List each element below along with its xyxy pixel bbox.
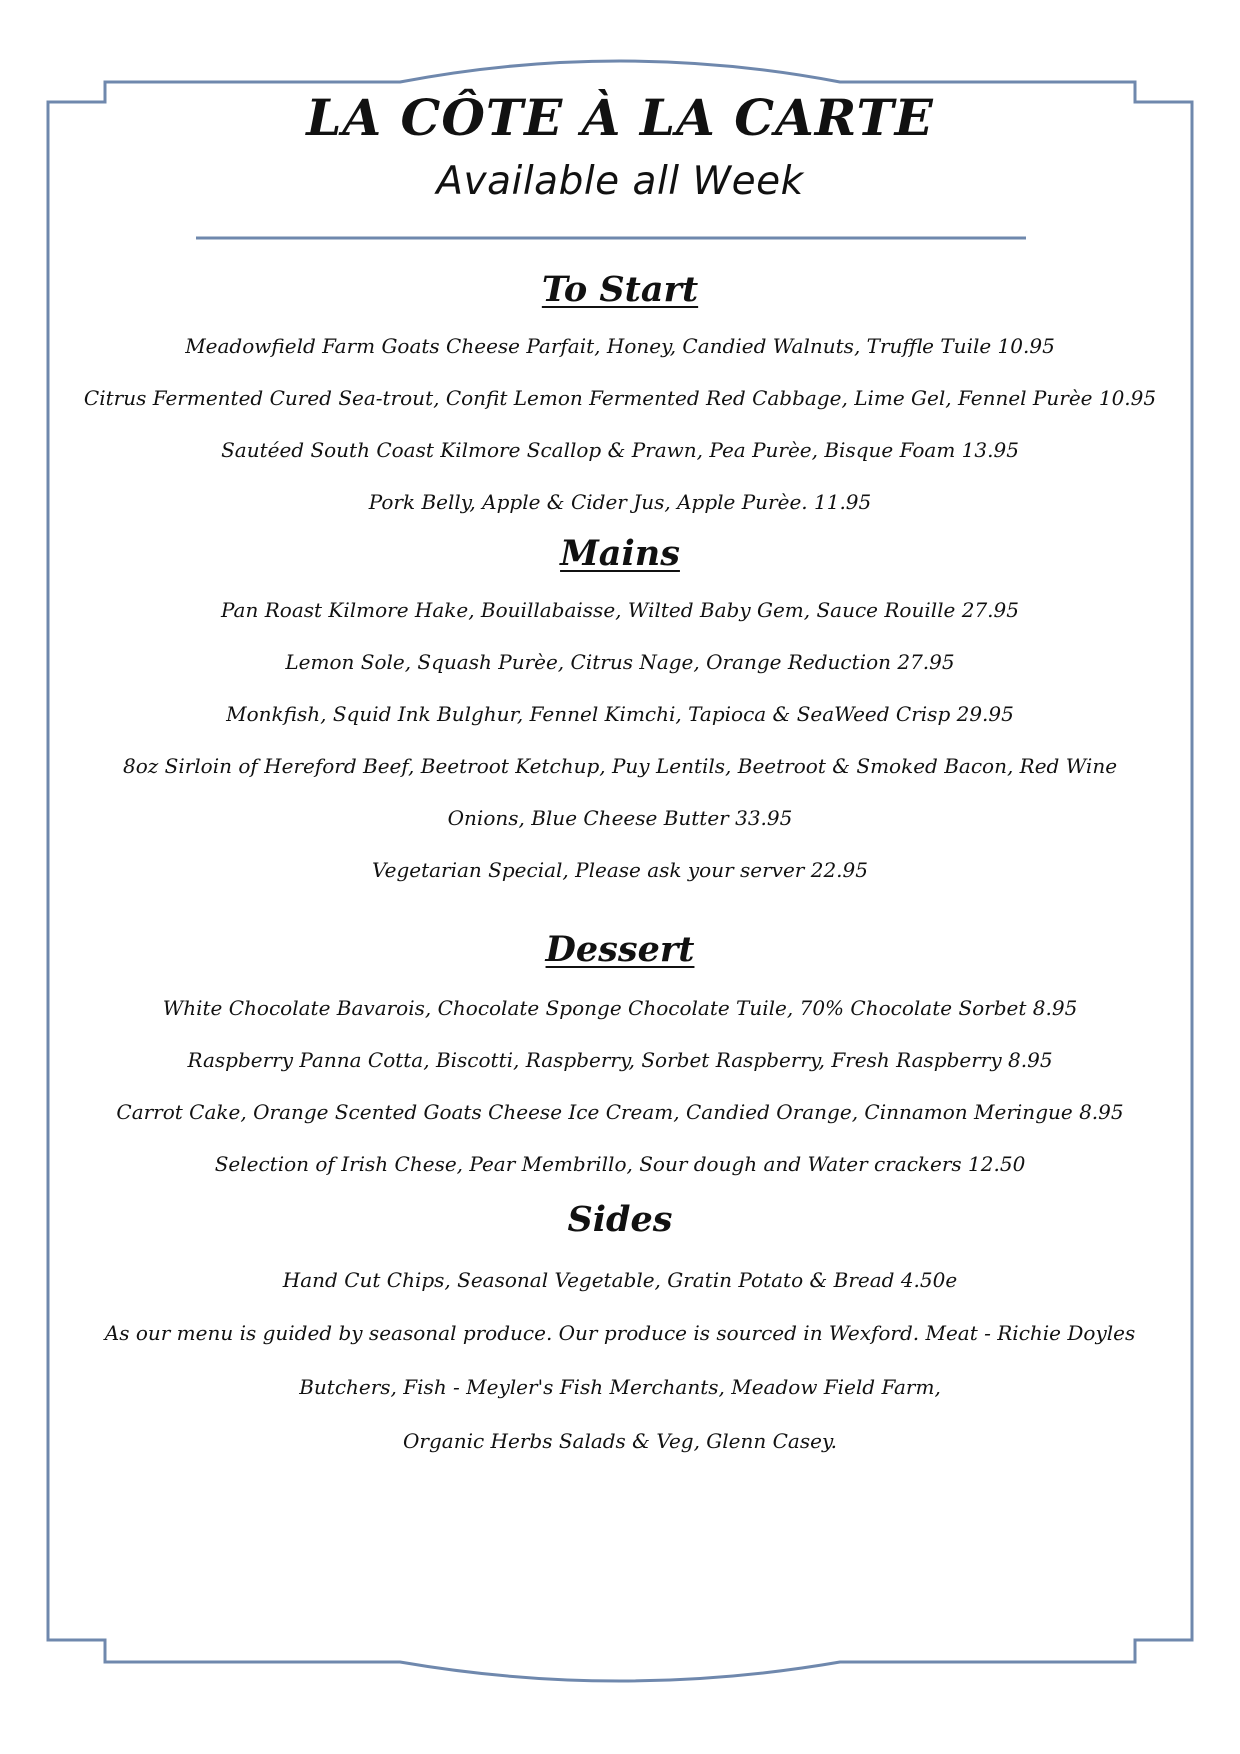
section-heading-mains: Mains: [560, 533, 680, 574]
section-heading-sides: Sides: [567, 1199, 673, 1240]
menu-item: Raspberry Panna Cotta, Biscotti, Raspberry, Sorbet Raspberry, Fresh Raspberry 8.95: [187, 1048, 1053, 1072]
section-heading-dessert: Dessert: [545, 929, 695, 970]
menu-item: 8oz Sirloin of Hereford Beef, Beetroot Ketchup, Puy Lentils, Beetroot & Smoked Bacon, Red Wine: [122, 754, 1118, 778]
sourcing-note-line: Butchers, Fish - Meyler's Fish Merchants, Meadow Field Farm,: [299, 1375, 941, 1399]
sourcing-note: [50, 1306, 1190, 1468]
menu-item: Pan Roast Kilmore Hake, Bouillabaisse, Wilted Baby Gem, Sauce Rouille 27.95: [221, 598, 1019, 622]
menu-item: Monkfish, Squid Ink Bulghur, Fennel Kimchi, Tapioca & SeaWeed Crisp 29.95: [226, 702, 1014, 726]
sourcing-note-line: Organic Herbs Salads & Veg, Glenn Casey.: [403, 1429, 837, 1453]
menu-title: LA CÔTE À LA CARTE: [306, 88, 934, 147]
section-sides: [50, 1198, 1190, 1468]
menu-item: Pork Belly, Apple & Cider Jus, Apple Purèe. 11.95: [368, 490, 872, 514]
menu-item: Carrot Cake, Orange Scented Goats Cheese Ice Cream, Candied Orange, Cinnamon Meringue 8.95: [116, 1100, 1124, 1124]
menu-item: Lemon Sole, Squash Purèe, Citrus Nage, Orange Reduction 27.95: [285, 650, 955, 674]
sides-items: [50, 1254, 1190, 1306]
dessert-items: [50, 982, 1190, 1190]
menu-item: Hand Cut Chips, Seasonal Vegetable, Gratin Potato & Bread 4.50e: [282, 1268, 958, 1292]
menu-item: Meadowfield Farm Goats Cheese Parfait, Honey, Candied Walnuts, Truffle Tuile 10.95: [185, 334, 1055, 358]
sourcing-note-line: As our menu is guided by seasonal produce. Our produce is sourced in Wexford. Meat - Richie Doyles: [104, 1321, 1136, 1345]
section-dessert: [50, 928, 1190, 1190]
menu-item: White Chocolate Bavarois, Chocolate Sponge Chocolate Tuile, 70% Chocolate Sorbet 8.95: [162, 996, 1078, 1020]
menu-item: Selection of Irish Chese, Pear Membrillo, Sour dough and Water crackers 12.50: [214, 1152, 1026, 1176]
menu-item: Vegetarian Special, Please ask your server 22.95: [372, 858, 868, 882]
section-to-start: [50, 268, 1190, 528]
menu-content: [50, 268, 1190, 1468]
menu-item: Sautéed South Coast Kilmore Scallop & Prawn, Pea Purèe, Bisque Foam 13.95: [221, 438, 1019, 462]
mains-items: [50, 584, 1190, 896]
to-start-items: [50, 320, 1190, 528]
section-mains: [50, 532, 1190, 896]
menu-item: Citrus Fermented Cured Sea-trout, Confit Lemon Fermented Red Cabbage, Lime Gel, Fennel Purèe 10.95: [83, 386, 1157, 410]
menu-item: Onions, Blue Cheese Butter 33.95: [447, 806, 793, 830]
menu-subtitle: Available all Week: [436, 159, 804, 204]
section-heading-to-start: To Start: [541, 269, 699, 310]
